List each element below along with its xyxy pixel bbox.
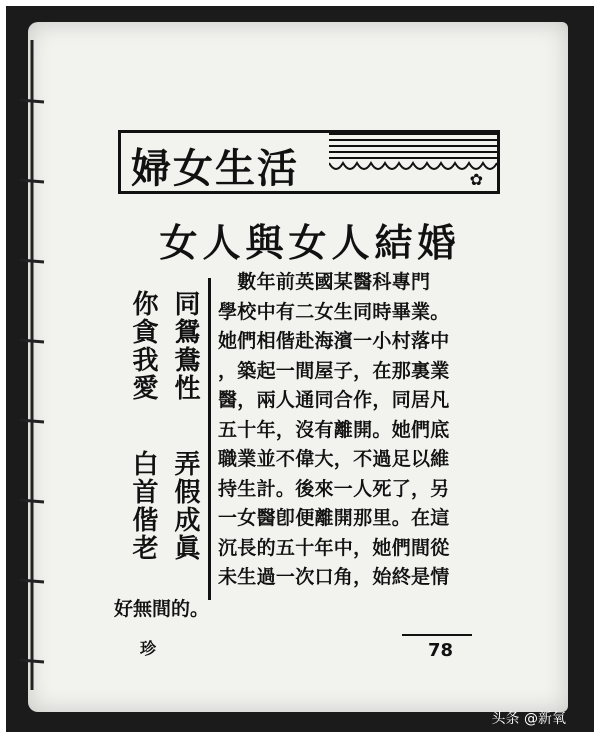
verse-line-2-top: 你貪我愛 bbox=[128, 290, 158, 402]
body-line: 數年前英國某醫科專門 bbox=[218, 271, 431, 293]
article-headline: 女人與女人結婚 bbox=[159, 220, 461, 265]
body-line: 一女醫卽便離開那里。在這 bbox=[218, 507, 450, 529]
body-line: 五十年，沒有離開。她們底 bbox=[218, 418, 450, 441]
fish-ornament-icon: ✿ bbox=[469, 170, 483, 189]
body-line: 沉長的五十年中，她們間從 bbox=[218, 536, 450, 559]
binding-edge bbox=[14, 40, 50, 690]
verse-line-1-bottom: 弄假成眞 bbox=[170, 450, 200, 562]
header-stripes bbox=[329, 133, 497, 163]
footer-mark: 珍 bbox=[140, 639, 157, 658]
body-last-line: 好無間的。 bbox=[114, 598, 210, 620]
page-number: 78 bbox=[428, 640, 454, 661]
watermark: 头条 @新氧 bbox=[491, 711, 566, 727]
body-line: 持生計。後來一人死了，另 bbox=[218, 477, 450, 500]
article-body bbox=[218, 268, 484, 593]
column-title: 婦女生活 bbox=[131, 146, 299, 192]
footer-rule bbox=[402, 634, 472, 636]
body-line: 醫，兩人通同合作，同居凡 bbox=[218, 389, 450, 411]
verse-line-1-top: 同鴛鴦性 bbox=[170, 290, 200, 402]
body-line: 職業並不偉大，不過足以維 bbox=[218, 448, 450, 470]
body-line: 未生過一次口角，始終是情 bbox=[218, 566, 450, 588]
body-line: 她們相偕赴海濱一小村落中 bbox=[218, 330, 450, 352]
verse-panel bbox=[112, 278, 211, 600]
body-line: ，築起一間屋子，在那裏業 bbox=[218, 359, 450, 382]
body-line: 學校中有二女生同時畢業。 bbox=[218, 300, 450, 323]
column-header bbox=[118, 130, 500, 194]
verse-line-2-bottom: 白首偕老 bbox=[128, 450, 158, 562]
